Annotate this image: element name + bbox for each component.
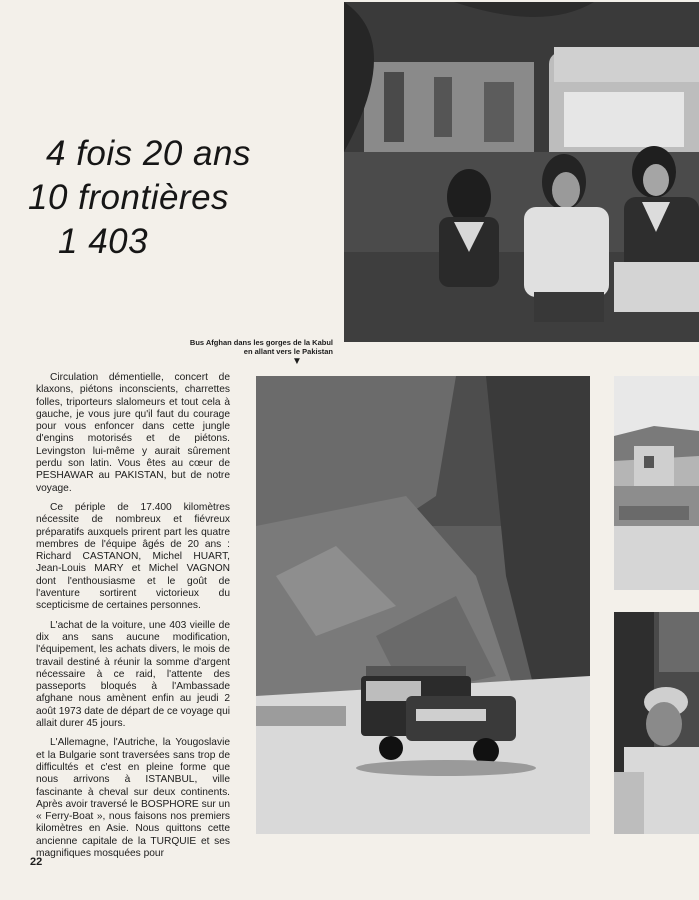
headline-line-1: 4 fois 20 ans <box>46 134 251 173</box>
article-body <box>36 372 230 867</box>
caption-line-1: Bus Afghan dans les gorges de la Kabul <box>189 338 333 347</box>
photo-team-with-car <box>344 2 699 342</box>
article-paragraph: Circulation démentielle, concert de klaxons, piétons inconscients, charrettes folles, triporteurs slalomeurs et tout cela à gauche, je vous jure qu'il faut du courage pour vous enfoncer dans cette jungle d'engins motorisés et de piétons. Levingston lui-même y aurait sûrement perdu son latin. Vous êtes au cœur de PESHAWAR au PAKISTAN, but de notre voyage. <box>36 372 230 494</box>
photo-bus-kabul-gorge <box>256 376 590 834</box>
page-number: 22 <box>30 856 43 868</box>
caption-arrow-icon: ▼ <box>292 356 302 367</box>
article-paragraph: Ce périple de 17.400 kilomètres nécessite de nombreux et fiévreux préparatifs auxquels prirent part les quatre membres de l'équipe âgés de 20 ans : Richard CASTANON, Michel HUART, Jean-Louis MARY et Michel VAGNON dont l'enthousiasme et le goût de l'aventure sortirent victorieux du scepticisme de certaines personnes. <box>36 501 230 612</box>
headline-line-2: 10 frontières <box>28 178 230 217</box>
headline-line-3: 1 403 <box>58 222 149 261</box>
article-paragraph: L'Allemagne, l'Autriche, la Yougoslavie et la Bulgarie sont traversées sans trop de difficultés et c'est en pleine forme que nous arrivons à ISTANBUL, ville fascinante à cheval sur deux continents. Après avoir traversé le BOSPHORE sur un « Ferry-Boat », nous faisons nos premiers kilomètres en Asie. Nous quittons cette ancienne capitale de la TURQUIE et ses magnifiques mosquées pour <box>36 737 230 859</box>
article-paragraph: L'achat de la voiture, une 403 vieille de dix ans sans aucune modification, l'équipement, les achats divers, le mois de travail destiné à réunir la somme d'argent nécessaire à ce raid, l'attente des passeports bloqués à l'Ambassade afghane nous amènent enfin au jeudi 2 août 1973 date de départ de ce voyage qui allait durer 45 jours. <box>36 619 230 730</box>
photo-men-in-caps <box>614 612 699 834</box>
photo-caption <box>113 338 333 356</box>
photo-village <box>614 376 699 590</box>
caption-line-2: en allant vers le Pakistan <box>243 347 333 356</box>
